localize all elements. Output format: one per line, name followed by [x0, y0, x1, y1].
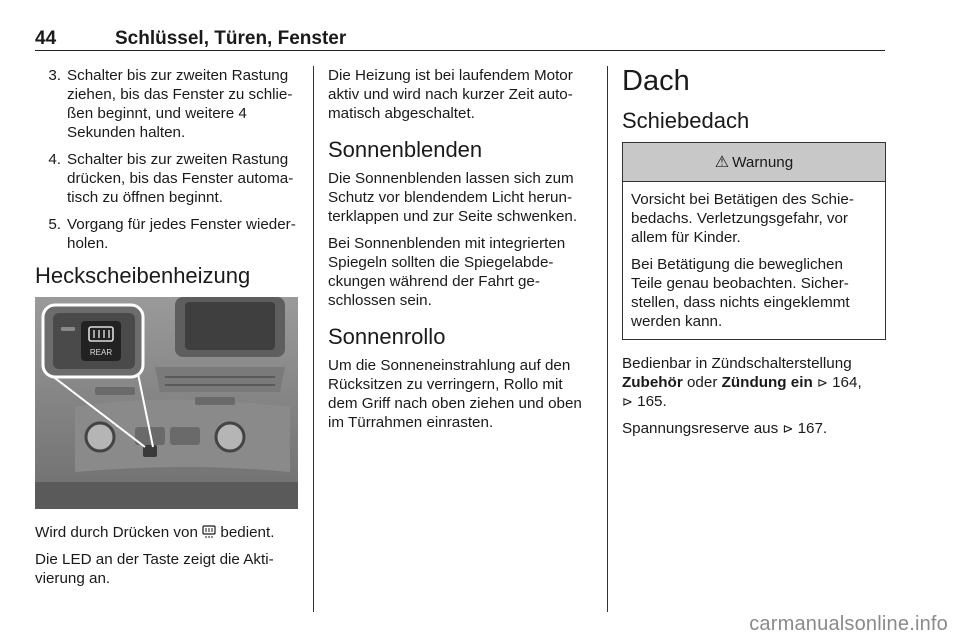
- page-number: 44: [35, 28, 57, 49]
- step-text: Vorgang für jedes Fenster wiederholen.: [67, 216, 296, 252]
- dashboard-photo: [35, 297, 298, 509]
- step-text: Schalter bis zur zweiten Rastung drücken, bis das Fenster automatisch zu öffnen beginnt.: [67, 151, 294, 206]
- page-ref[interactable]: 164,: [832, 374, 862, 391]
- dashboard-illustration: [35, 297, 298, 509]
- step-item: 5. Vorgang für jedes Fenster wiederholen.: [35, 215, 300, 253]
- step-item: 3. Schalter bis zur zweiten Rastung ziehen, bis das Fenster zu schließen beginnt, und weitere 4 Sekunden halten.: [35, 66, 300, 142]
- sonnenblenden-text-2: Bei Sonnenblenden mit integrierten Spiegeln sollten die Spiegelabdeckungen während der Fahrt geschlossen sein.: [328, 235, 566, 309]
- watermark: carmanualsonline.info: [749, 613, 948, 635]
- cross-reference-icon: ⊳: [622, 394, 633, 409]
- sonnenblenden-text-1: Die Sonnenblenden lassen sich zum Schutz vor blendendem Licht herunterklappen und zur Seite schwenken.: [328, 170, 578, 225]
- rear-defrost-icon: [202, 525, 216, 538]
- heckscheibenheizung-heading: Heckscheibenheizung: [35, 263, 251, 288]
- cross-reference-icon: ⊳: [782, 421, 794, 436]
- power-reserve-paragraph: Spannungsreserve aus ⊳ 167.: [622, 420, 828, 437]
- page-ref[interactable]: 165.: [637, 393, 667, 410]
- warning-title: Warnung: [732, 153, 794, 171]
- sonnenrollo-text: Um die Sonneneinstrahlung auf den Rücksitzen zu verringern, Rollo mit dem Griff nach oben ziehen und oben im Türrahmen einrasten.: [328, 357, 582, 431]
- paragraph-led: Die LED an der Taste zeigt die Aktivierung an.: [35, 551, 274, 587]
- warning-body: [623, 182, 885, 331]
- chapter-title: Schlüssel, Türen, Fenster: [115, 28, 347, 49]
- warning-header: [623, 143, 885, 182]
- step-item: 4. Schalter bis zur zweiten Rastung drücken, bis das Fenster automatisch zu öffnen beginnt.: [35, 150, 300, 207]
- heating-intro: Die Heizung ist bei laufendem Motor aktiv und wird nach kurzer Zeit automatisch abgeschaltet.: [328, 67, 573, 122]
- warning-box: [622, 142, 886, 340]
- step-list: [35, 66, 300, 253]
- column-middle: [328, 66, 593, 440]
- column-right: [622, 66, 886, 446]
- zubehoer-term: Zubehör: [622, 374, 683, 391]
- warning-text-1: Vorsicht bei Betätigen des Schiebedachs. Verletzungsgefahr, vor allem für Kinder.: [631, 191, 854, 246]
- column-divider-right: [607, 66, 608, 612]
- page-header: [35, 24, 885, 51]
- paragraph-press: Wird durch Drücken von bedient.: [35, 524, 275, 541]
- column-left: [35, 66, 300, 596]
- schiebedach-heading: Schiebedach: [622, 108, 750, 133]
- warning-text-2: Bei Betätigung die beweglichen Teile genau beobachten. Sicherstellen, dass nichts eingeklemmt werden kann.: [631, 256, 850, 330]
- ignition-paragraph: Bedienbar in Zündschalterstellung Zubehör oder Zündung ein ⊳ 164, ⊳ 165.: [622, 355, 862, 410]
- sonnenblenden-heading: Sonnenblenden: [328, 137, 483, 162]
- step-text: Schalter bis zur zweiten Rastung ziehen, bis das Fenster zu schließen beginnt, und weitere 4 Sekunden halten.: [67, 67, 293, 141]
- dach-heading: Dach: [622, 65, 690, 97]
- cross-reference-icon: ⊳: [816, 375, 828, 390]
- warning-icon: ⚠: [714, 154, 730, 171]
- sonnenrollo-heading: Sonnenrollo: [328, 324, 446, 349]
- zuendung-ein-term: Zündung ein: [721, 374, 813, 391]
- column-divider-left: [313, 66, 314, 612]
- figure-rear-label: REAR: [89, 348, 113, 357]
- page-ref[interactable]: 167.: [797, 420, 828, 437]
